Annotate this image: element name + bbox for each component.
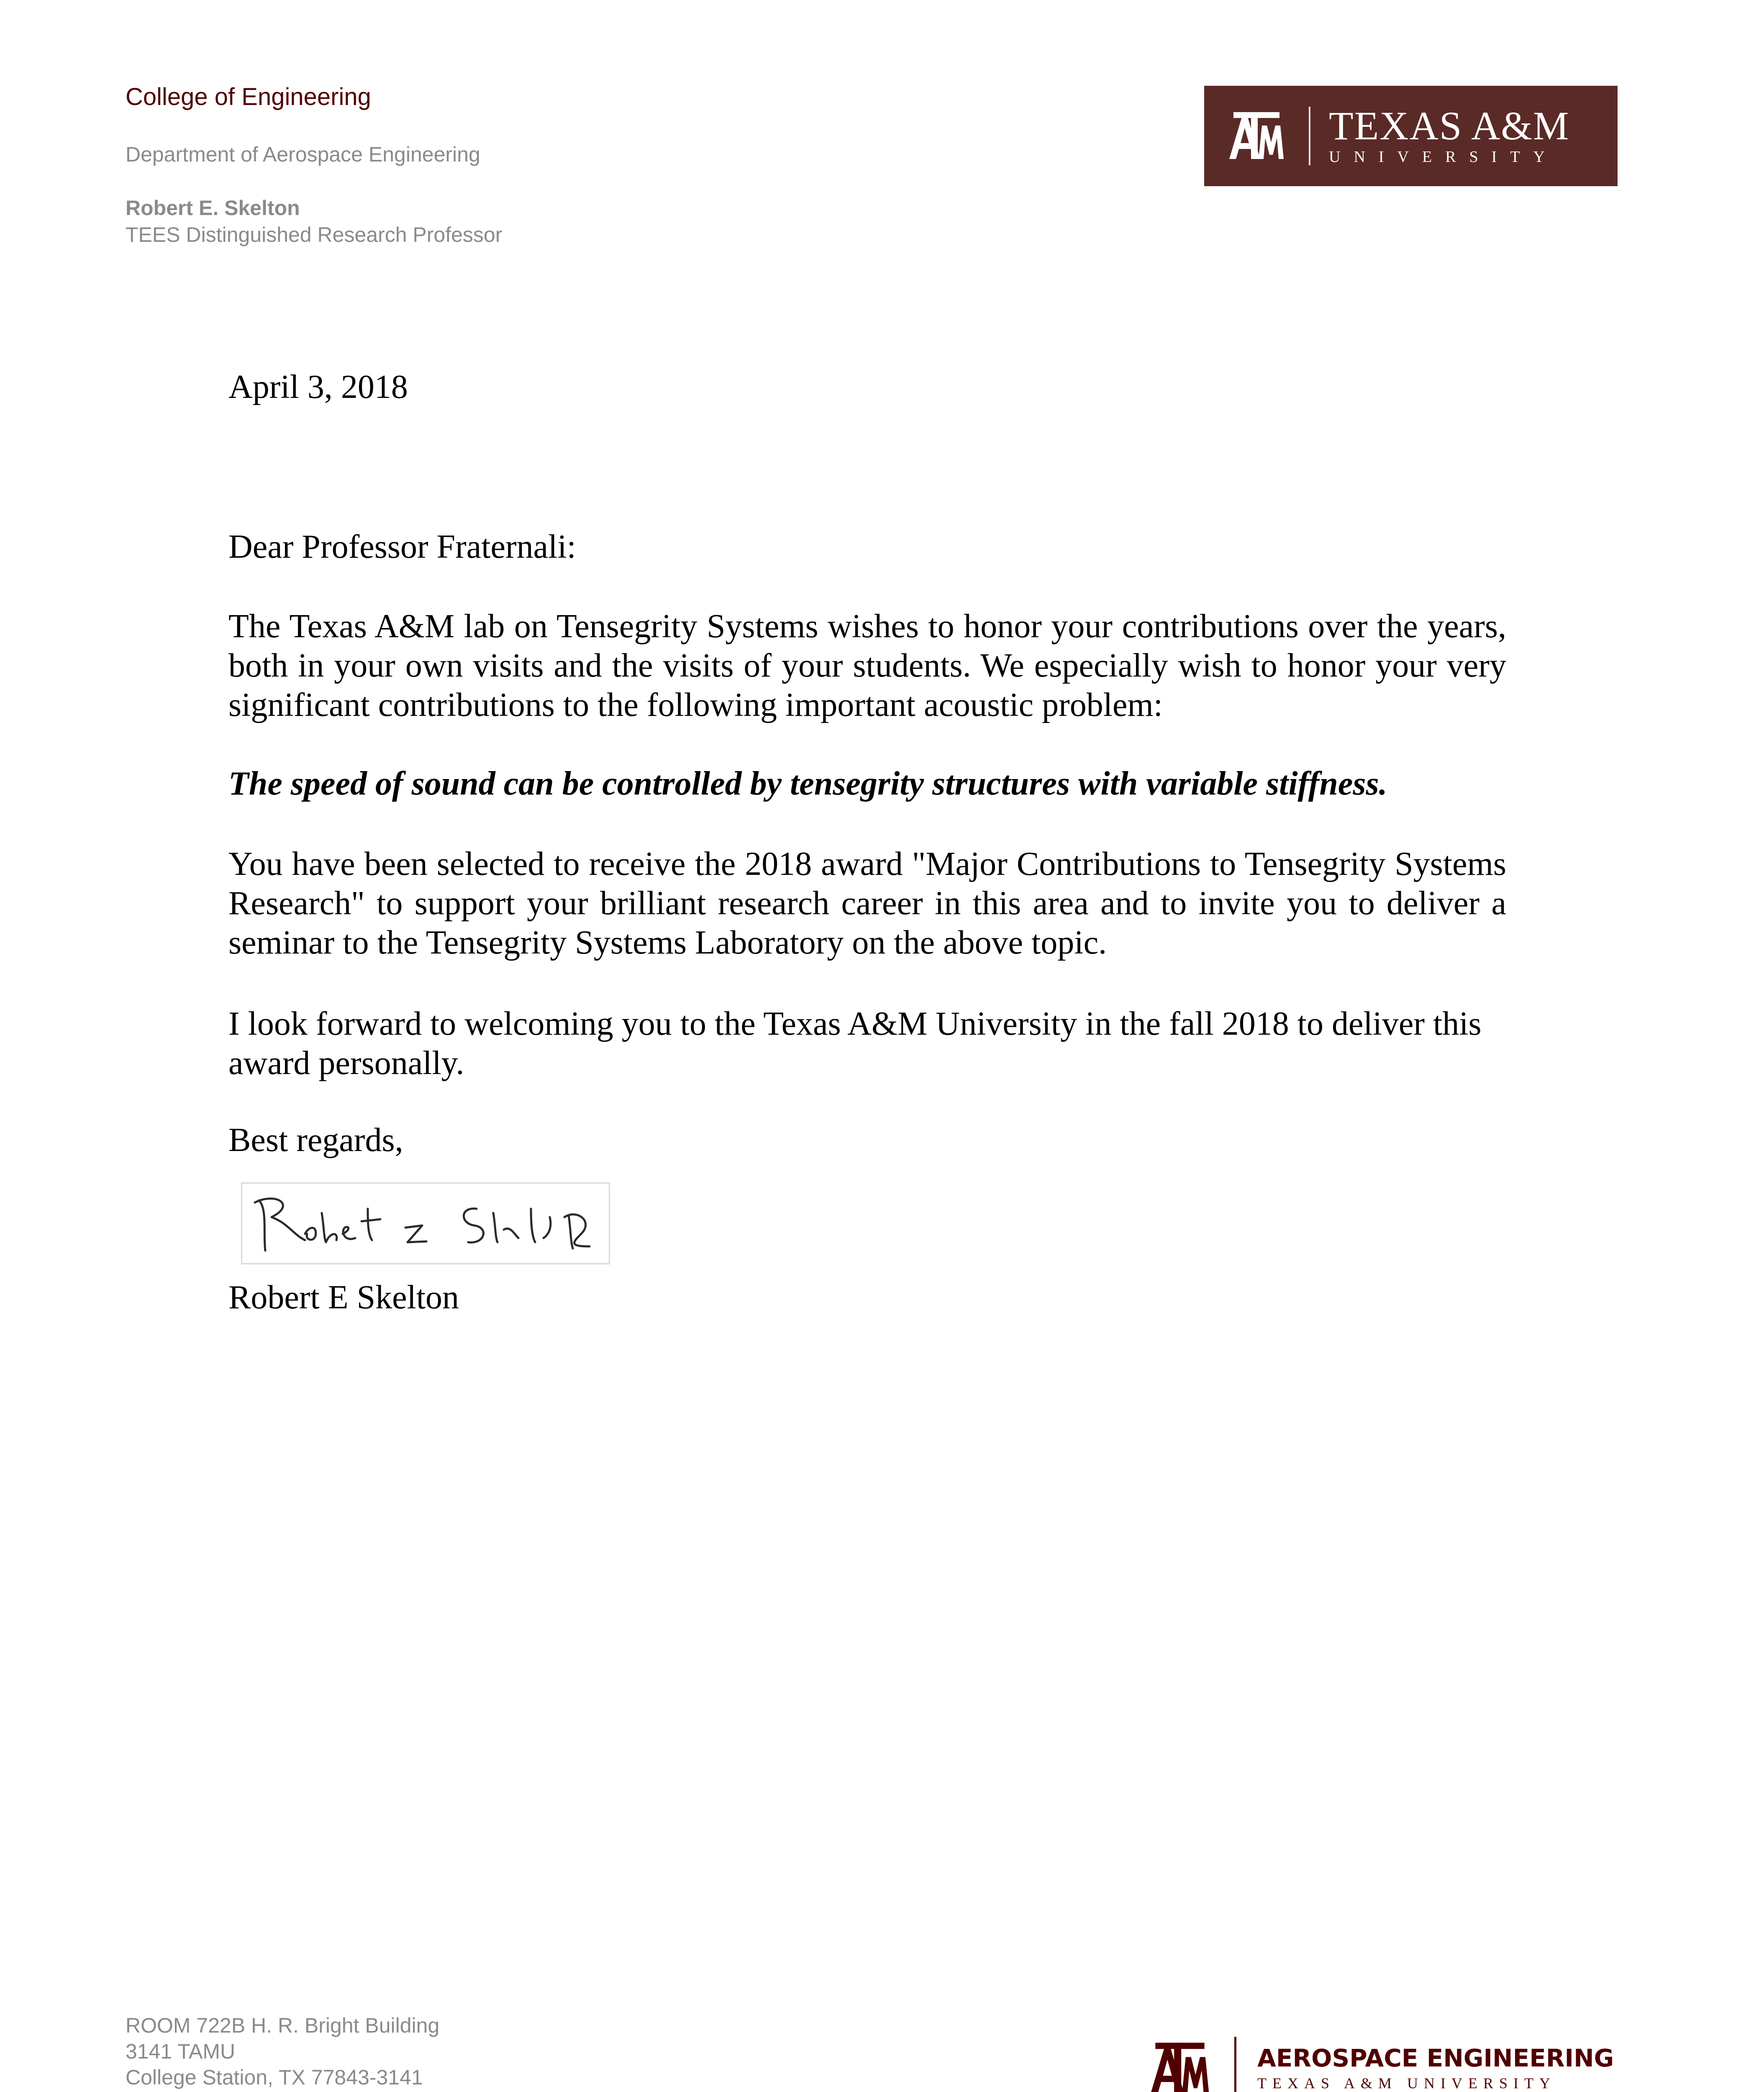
footer-mailstop: 3141 TAMU <box>126 2040 236 2063</box>
letter-date: April 3, 2018 <box>228 369 408 405</box>
aerospace-wordmark <box>1257 2044 1614 2092</box>
closing: Best regards, <box>228 1122 403 1159</box>
department-name: Department of Aerospace Engineering <box>126 143 480 166</box>
signature-image <box>241 1182 610 1264</box>
logo-divider <box>1234 2037 1236 2092</box>
salutation: Dear Professor Fraternali: <box>228 528 576 565</box>
tamu-wordmark-secondary: UNIVERSITY <box>1329 148 1558 166</box>
paragraph-intro: The Texas A&M lab on Tensegrity Systems wishes to honor your contributions over the years, both in your own visits and the visits of your students. We especially wish to honor your very significant contributions to the following important acoustic problem: <box>228 608 1506 723</box>
sender-title: TEES Distinguished Research Professor <box>126 223 503 246</box>
atm-logo-icon <box>1138 2033 1222 2092</box>
sender-name: Robert E. Skelton <box>126 196 300 220</box>
tamu-header-logo <box>1204 86 1618 186</box>
aerospace-engineering-logo <box>1138 2033 1614 2092</box>
footer-city: College Station, TX 77843-3141 <box>126 2066 423 2089</box>
logo-divider <box>1309 107 1310 165</box>
aerospace-wordmark-sub: TEXAS A&M UNIVERSITY <box>1257 2075 1556 2092</box>
tamu-wordmark <box>1329 103 1570 166</box>
paragraph-award: You have been selected to receive the 2018 award "Major Contributions to Tensegrity Systems Research" to support your brilliant research career in this area and to invite you to deliver a seminar to the Tensegrity Systems Laboratory on the above topic. <box>228 846 1506 961</box>
typed-signature-name: Robert E Skelton <box>228 1279 459 1316</box>
college-name: College of Engineering <box>126 83 371 110</box>
atm-logo-icon <box>1204 86 1309 186</box>
emphasis-statement: The speed of sound can be controlled by tensegrity structures with variable stiffness. <box>228 765 1387 802</box>
footer-room: ROOM 722B H. R. Bright Building <box>126 2014 440 2037</box>
paragraph-closing: I look forward to welcoming you to the Texas A&M University in the fall 2018 to deliver this award personally. <box>228 1005 1482 1082</box>
footer-address <box>126 2013 439 2090</box>
aerospace-wordmark-name: AEROSPACE ENGINEERING <box>1257 2044 1614 2072</box>
tamu-wordmark-primary: TEXAS A&M <box>1329 103 1570 148</box>
